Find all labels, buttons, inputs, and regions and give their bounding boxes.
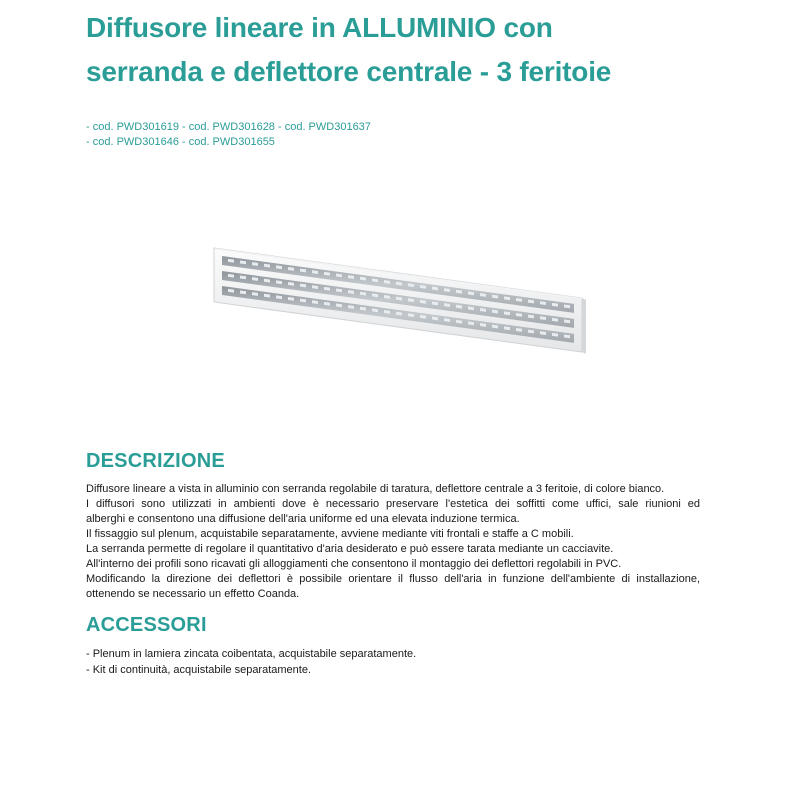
page-title-line-2: serranda e deflettore centrale - 3 feritoie (86, 56, 612, 87)
page-title (86, 6, 766, 94)
description-text (86, 482, 700, 602)
product-codes-line-2: - cod. PWD301646 - cod. PWD301655 (86, 136, 275, 148)
description-line: ottenendo se necessario un effetto Coanda. (86, 588, 300, 600)
product-codes-line-1: - cod. PWD301619 - cod. PWD301628 - cod. PWD301637 (86, 121, 371, 133)
accessories-list (86, 646, 416, 678)
accessory-item: - Kit di continuità, acquistabile separatamente. (86, 664, 312, 676)
accessories-heading: ACCESSORI (86, 614, 207, 636)
page-title-line-1: Diffusore lineare in ALLUMINIO con (86, 12, 553, 43)
description-line: Modificando la direzione dei deflettori è possibile orientare il flusso dell'aria in funzione dell'ambiente di installazione, (86, 573, 700, 585)
accessory-item: - Plenum in lamiera zincata coibentata, acquistabile separatamente. (86, 648, 417, 660)
description-heading: DESCRIZIONE (86, 450, 225, 472)
description-line: Diffusore lineare a vista in alluminio con serranda regolabile di taratura, deflettore centrale a 3 feritoie, di colore bianco. (86, 483, 665, 495)
description-line: I diffusori sono utilizzati in ambienti dove è necessario preservare l'estetica dei soffitti come uffici, sale riunioni ed (86, 498, 700, 510)
description-line: All'interno dei profili sono ricavati gli alloggiamenti che consentono il montaggio dei deflettori regolabili in PVC. (86, 558, 622, 570)
product-codes (86, 120, 371, 150)
description-line: Il fissaggio sul plenum, acquistabile separatamente, avviene mediante viti frontali e staffe a C mobili. (86, 528, 574, 540)
description-line: La serranda permette di regolare il quantitativo d'aria desiderato e può essere tarata mediante un cacciavite. (86, 543, 614, 555)
description-line: alberghi e consentono una diffusione dell'aria uniforme ed una elevata induzione termica. (86, 513, 520, 525)
product-image (210, 240, 590, 360)
linear-diffuser-icon (210, 240, 590, 360)
